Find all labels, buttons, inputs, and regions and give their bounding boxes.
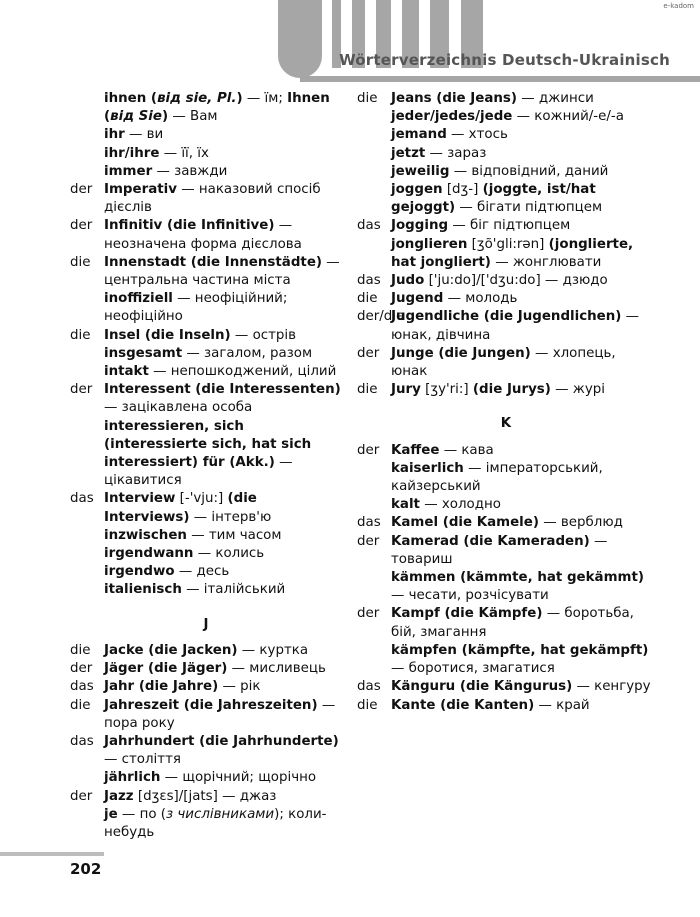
entry-article: der	[70, 788, 93, 804]
entry-text: Jahreszeit (die Jahreszeiten) — пора року	[104, 697, 336, 731]
dictionary-entry	[70, 290, 342, 326]
entry-article	[70, 581, 104, 599]
entry-text: interessieren, sich (interessierte sich, hat sich interessiert) für (Akk.) — цікавитися	[104, 418, 312, 489]
entry-article: der	[357, 442, 380, 458]
dictionary-entry	[357, 460, 655, 496]
entry-text: inzwischen — тим часом	[104, 527, 282, 543]
entry-article: der	[357, 345, 380, 361]
entry-article: der	[357, 606, 380, 622]
entry-text: Kaffee — кава	[391, 442, 494, 458]
dictionary-entry	[357, 236, 655, 272]
entry-article	[70, 363, 104, 381]
entry-text: inoffiziell — неофіційний; неофіційно	[104, 291, 288, 325]
publisher-logo: e-kadom	[663, 2, 694, 10]
entry-text: Kamerad (die Kameraden) — товариш	[391, 533, 608, 567]
dictionary-entry	[70, 733, 342, 769]
dictionary-entry	[70, 697, 342, 733]
dictionary-entry	[70, 642, 342, 660]
entry-text: je — по (з числівниками); коли-небудь	[104, 806, 327, 840]
entry-article	[70, 418, 104, 491]
dictionary-entry	[70, 788, 342, 806]
entry-article	[70, 163, 104, 181]
entry-article	[357, 126, 391, 144]
dictionary-entry	[357, 569, 655, 605]
left-column	[70, 90, 342, 842]
entry-article: die	[357, 91, 378, 106]
entry-text: kaiserlich — імператорський, кайзерський	[391, 460, 603, 495]
entry-article: die	[70, 254, 91, 270]
entry-text: jeder/jedes/jede — кожний/-е/-а	[391, 109, 624, 125]
entry-article	[70, 90, 104, 126]
entry-text: Insel (die Inseln) — острів	[104, 327, 297, 343]
section-letter: K	[500, 416, 512, 432]
entry-text: Jäger (die Jäger) — мисливець	[104, 661, 326, 677]
dictionary-entry	[70, 363, 342, 381]
entry-article	[357, 145, 391, 163]
entry-text: Kante (die Kanten) — край	[391, 697, 590, 713]
entry-text: Jahrhundert (die Jahrhunderte) — століття	[104, 733, 339, 768]
dictionary-entry	[70, 545, 342, 563]
dictionary-entry	[70, 217, 342, 253]
entry-text: Jugendliche (die Jugendlichen) — юнак, дівчина	[391, 309, 640, 343]
dictionary-entry	[357, 642, 655, 678]
entry-text: ihnen (від sie, Pl.) — їм; Ihnen (від Sie) — Вам	[104, 91, 330, 125]
dictionary-entry	[357, 163, 655, 181]
entry-article: die	[70, 697, 91, 713]
entry-article	[357, 460, 391, 496]
entry-article: das	[70, 491, 94, 507]
entry-article	[70, 126, 104, 144]
entry-article	[357, 642, 391, 678]
entry-text: Jugend — молодь	[391, 291, 518, 307]
dictionary-entry	[70, 418, 342, 491]
dictionary-entry	[70, 490, 342, 526]
page-number: 202	[70, 860, 102, 878]
dictionary-entry	[357, 126, 655, 144]
page-title: Wörterverzeichnis Deutsch-Ukrainisch	[339, 51, 670, 69]
entry-text: Junge (die Jungen) — хлопець, юнак	[391, 345, 616, 380]
dictionary-entry	[70, 527, 342, 545]
dictionary-entry	[357, 345, 655, 381]
entry-article	[357, 108, 391, 126]
entry-text: Imperativ — наказовий спосіб дієслів	[104, 182, 321, 216]
entry-text: jährlich — щорічний; щорічно	[104, 770, 317, 786]
entry-text: Interessent (die Interessenten) — зацікавлена особа	[104, 382, 341, 416]
dictionary-entry	[70, 145, 342, 163]
entry-text: ihr/ihre — її, їх	[104, 145, 209, 161]
entry-text: italienisch — італійський	[104, 582, 286, 598]
dictionary-entry	[70, 769, 342, 787]
entry-text: insgesamt — загалом, разом	[104, 345, 313, 361]
entry-article: das	[357, 679, 381, 695]
dictionary-entry	[70, 678, 342, 696]
dictionary-entry	[70, 381, 342, 417]
entry-text: jonglieren [ʒõ'gli:rən] (jonglierte, hat jongliert) — жонглювати	[391, 236, 634, 270]
dictionary-entry	[70, 660, 342, 678]
entry-article	[357, 569, 391, 605]
entry-text: immer — завжди	[104, 163, 228, 179]
right-column	[357, 90, 655, 715]
entry-text: kämpfen (kämpfte, hat gekämpft) — боротися, змагатися	[391, 642, 649, 677]
entry-text: Jazz [dʒɛs]/[jats] — джаз	[104, 788, 277, 804]
dictionary-entry	[357, 290, 655, 308]
entry-article	[70, 527, 104, 545]
dictionary-entry	[357, 678, 655, 696]
entry-article	[70, 806, 104, 842]
dictionary-entry	[357, 381, 655, 399]
dictionary-entry	[70, 126, 342, 144]
entry-text: Jacke (die Jacken) — куртка	[104, 642, 309, 658]
header-tab	[278, 0, 322, 78]
dictionary-entry	[357, 308, 655, 344]
entry-article: die	[70, 327, 91, 343]
entry-text: Känguru (die Kängurus) — кенгуру	[391, 679, 651, 695]
entry-text: kalt — холодно	[391, 497, 501, 513]
dictionary-entry	[357, 697, 655, 715]
entry-article: die	[70, 642, 91, 658]
entry-article: der	[357, 533, 380, 549]
entry-text: Jahr (die Jahre) — рік	[104, 679, 261, 695]
dictionary-entry	[357, 533, 655, 569]
dictionary-entry	[357, 108, 655, 126]
entry-text: irgendwann — колись	[104, 546, 265, 562]
dictionary-entry	[70, 563, 342, 581]
entry-article: die	[357, 291, 378, 307]
entry-article: die	[357, 697, 378, 713]
entry-article	[70, 545, 104, 563]
entry-article: der	[70, 661, 93, 677]
entry-text: ihr — ви	[104, 127, 164, 143]
footer-rule	[0, 852, 104, 856]
entry-text: joggen [dʒ-] (joggte, ist/hat gejoggt) — бігати підтюпцем	[391, 182, 603, 216]
dictionary-entry	[70, 163, 342, 181]
entry-article	[357, 163, 391, 181]
dictionary-entry	[70, 181, 342, 217]
entry-text: Kampf (die Kämpfe) — боротьба, бій, змагання	[391, 606, 634, 640]
entry-text: Judo ['ju:do]/['dʒu:do] — дзюдо	[391, 273, 608, 289]
entry-text: Innenstadt (die Innenstädte) — центральна частина міста	[104, 254, 340, 289]
entry-text: Kamel (die Kamele) — верблюд	[391, 515, 623, 531]
entry-text: intakt — непошкоджений, цілий	[104, 364, 337, 380]
entry-article: das	[357, 273, 381, 289]
dictionary-entry	[357, 217, 655, 235]
entry-text: Infinitiv (die Infinitive) — неозначена форма дієслова	[104, 218, 302, 252]
dictionary-entry	[357, 90, 655, 108]
dictionary-entry	[70, 806, 342, 842]
entry-article	[70, 345, 104, 363]
dictionary-entry	[357, 272, 655, 290]
entry-article	[70, 290, 104, 326]
entry-article: das	[70, 733, 94, 749]
entry-text: Jeans (die Jeans) — джинси	[391, 91, 594, 106]
section-letter: J	[203, 616, 209, 632]
entry-text: kämmen (kämmte, hat gekämmt) — чесати, розчісувати	[391, 570, 644, 604]
entry-article: der	[70, 182, 93, 198]
entry-text: irgendwo — десь	[104, 564, 230, 580]
entry-article	[357, 181, 391, 217]
entry-article: das	[357, 218, 381, 234]
entry-article: das	[70, 679, 94, 695]
entry-text: jeweilig — відповідний, даний	[391, 163, 609, 179]
dictionary-entry	[357, 145, 655, 163]
dictionary-entry	[70, 327, 342, 345]
entry-article	[70, 769, 104, 787]
dictionary-entry	[70, 581, 342, 599]
dictionary-entry	[70, 345, 342, 363]
entry-article	[357, 236, 391, 272]
entry-article: der	[70, 382, 93, 398]
dictionary-entry	[357, 181, 655, 217]
entry-article: der	[70, 218, 93, 234]
dictionary-entry	[70, 90, 342, 126]
entry-article	[70, 563, 104, 581]
entry-text: Interview [-'vju:] (die Interviews) — інтерв'ю	[104, 491, 272, 525]
dictionary-entry	[357, 496, 655, 514]
dictionary-entry	[357, 514, 655, 532]
header-rule	[300, 76, 700, 82]
entry-text: jemand — хтось	[391, 127, 508, 143]
entry-text: Jury [ʒy'ri:] (die Jurys) — журі	[391, 382, 606, 398]
dictionary-entry	[357, 442, 655, 460]
entry-text: Jogging — біг підтюпцем	[391, 218, 571, 234]
entry-article: das	[357, 515, 381, 531]
entry-article: die	[357, 382, 378, 398]
entry-article	[357, 496, 391, 514]
dictionary-entry	[357, 605, 655, 641]
entry-article	[70, 145, 104, 163]
entry-text: jetzt — зараз	[391, 145, 487, 161]
dictionary-entry	[70, 254, 342, 290]
entry-article: der/die	[357, 309, 405, 325]
